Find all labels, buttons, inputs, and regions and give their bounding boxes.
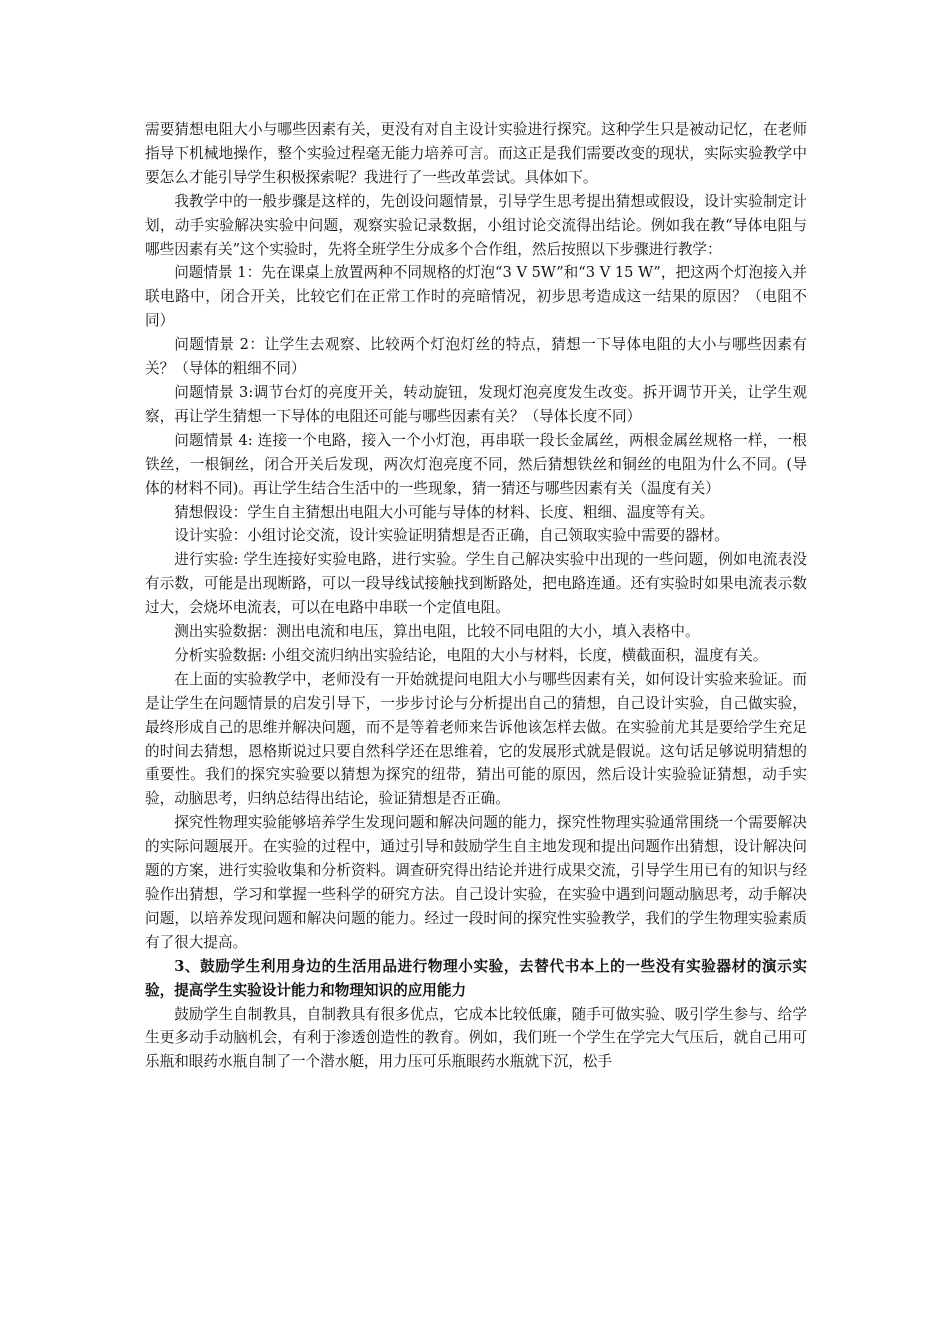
paragraph-analyze-data: 分析实验数据: 小组交流归纳出实验结论，电阻的大小与材料，长度，横截面积，温度有关。 (174, 646, 768, 664)
paragraph-scenario-2: 问题情景 2：让学生去观察、比较两个灯泡灯丝的特点，猜想一下导体电阻的大小与哪些因素有关？（导体的粗细不同） (145, 336, 807, 378)
paragraph-intro-continued: 需要猜想电阻大小与哪些因素有关，更没有对自主设计实验进行探究。这种学生只是被动记忆，在老师指导下机械地操作，整个实验过程毫无能力培养可言。而这正是我们需要改变的现状，实际实验教学中要怎么才能引导学生积极探索呢？我进行了一些改革尝试。具体如下。 (145, 121, 807, 186)
paragraph-inquiry-benefits: 探究性物理实验能够培养学生发现问题和解决问题的能力，探究性物理实验通常围绕一个需要解决的实际问题展开。在实验的过程中，通过引导和鼓励学生自主地发现和提出问题作出猜想，设计解决问题的方案，进行实验收集和分析资料。调查研究得出结论并进行成果交流，引导学生用已有的知识与经验作出猜想，学习和掌握一些科学的研究方法。自己设计实验，在实验中遇到问题动脑思考，动手解决问题，以培养发现问题和解决问题的能力。经过一段时间的探究性实验教学，我们的学生物理实验素质有了很大提高。 (145, 814, 807, 951)
paragraph-scenario-4: 问题情景 4: 连接一个电路，接入一个小灯泡，再串联一段长金属丝，两根金属丝规格一样，一根铁丝，一根铜丝，闭合开关后发现，两次灯泡亮度不同，然后猜想铁丝和铜丝的电阻为什么不同。(导体的材料不同)。再让学生结合生活中的一些现象，猜一猜还与哪些因素有关（温度有关） (145, 431, 807, 497)
paragraph-hypothesis: 猜想假设：学生自主猜想出电阻大小可能与导体的材料、长度、粗细、温度等有关。 (174, 503, 715, 521)
paragraph-scenario-1: 问题情景 1：先在课桌上放置两种不同规格的灯泡“3 V 5W”和“3 V 15 W”，把这两个灯泡接入并联电路中，闭合开关，比较它们在正常工作时的亮暗情况，初步思考造成这一结果的原因？（电阻不同） (145, 264, 807, 330)
section-heading-3: 3、鼓励学生利用身边的生活用品进行物理小实验，去替代书本上的一些没有实验器材的演示实验，提高学生实验设计能力和物理知识的应用能力 (145, 957, 807, 999)
paragraph-measure-data: 测出实验数据：测出电流和电压，算出电阻，比较不同电阻的大小，填入表格中。 (174, 623, 700, 641)
document-body (145, 118, 807, 1074)
paragraph-design-experiment: 设计实验：小组讨论交流，设计实验证明猜想是否正确，自己领取实验中需要的器材。 (174, 527, 729, 545)
paragraph-conduct-experiment: 进行实验: 学生连接好实验电路，进行实验。学生自己解决实验中出现的一些问题，例如电流表没有示数，可能是出现断路，可以一段导线试接触找到断路处，把电路连通。还有实验时如果电流表示数过大，会烧坏电流表，可以在电路中串联一个定值电阻。 (145, 551, 807, 617)
paragraph-reflection: 在上面的实验教学中，老师没有一开始就提问电阻大小与哪些因素有关，如何设计实验来验证。而是让学生在问题情景的启发引导下，一步步讨论与分析提出自己的猜想，自己设计实验，自己做实验，最终形成自己的思维并解决问题，而不是等着老师来告诉他该怎样去做。在实验前尤其是要给学生充足的时间去猜想，恩格斯说过只要自然科学还在思维着，它的发展形式就是假说。这句话足够说明猜想的重要性。我们的探究实验要以猜想为探究的纽带，猜出可能的原因，然后设计实验验证猜想，动手实验，动脑思考，归纳总结得出结论，验证猜想是否正确。 (145, 670, 807, 808)
paragraph-scenario-3: 问题情景 3:调节台灯的亮度开关，转动旋钮，发现灯泡亮度发生改变。拆开调节开关，让学生观察，再让学生猜想一下导体的电阻还可能与哪些因素有关？（导体长度不同） (145, 383, 807, 425)
paragraph-homemade-tools: 鼓励学生自制教具，自制教具有很多优点，它成本比较低廉，随手可做实验、吸引学生参与、给学生更多动手动脑机会，有利于渗透创造性的教育。例如，我们班一个学生在学完大气压后，就自己用可乐瓶和眼药水瓶自制了一个潜水艇，用力压可乐瓶眼药水瓶就下沉，松手 (145, 1005, 807, 1071)
paragraph-teaching-steps: 我教学中的一般步骤是这样的，先创设问题情景，引导学生思考提出猜想或假设，设计实验制定计划，动手实验解决实验中问题，观察实验记录数据，小组讨论交流得出结论。例如我在教“导体电阻与哪些因素有关”这个实验时，先将全班学生分成多个合作组，然后按照以下步骤进行教学： (145, 192, 807, 258)
